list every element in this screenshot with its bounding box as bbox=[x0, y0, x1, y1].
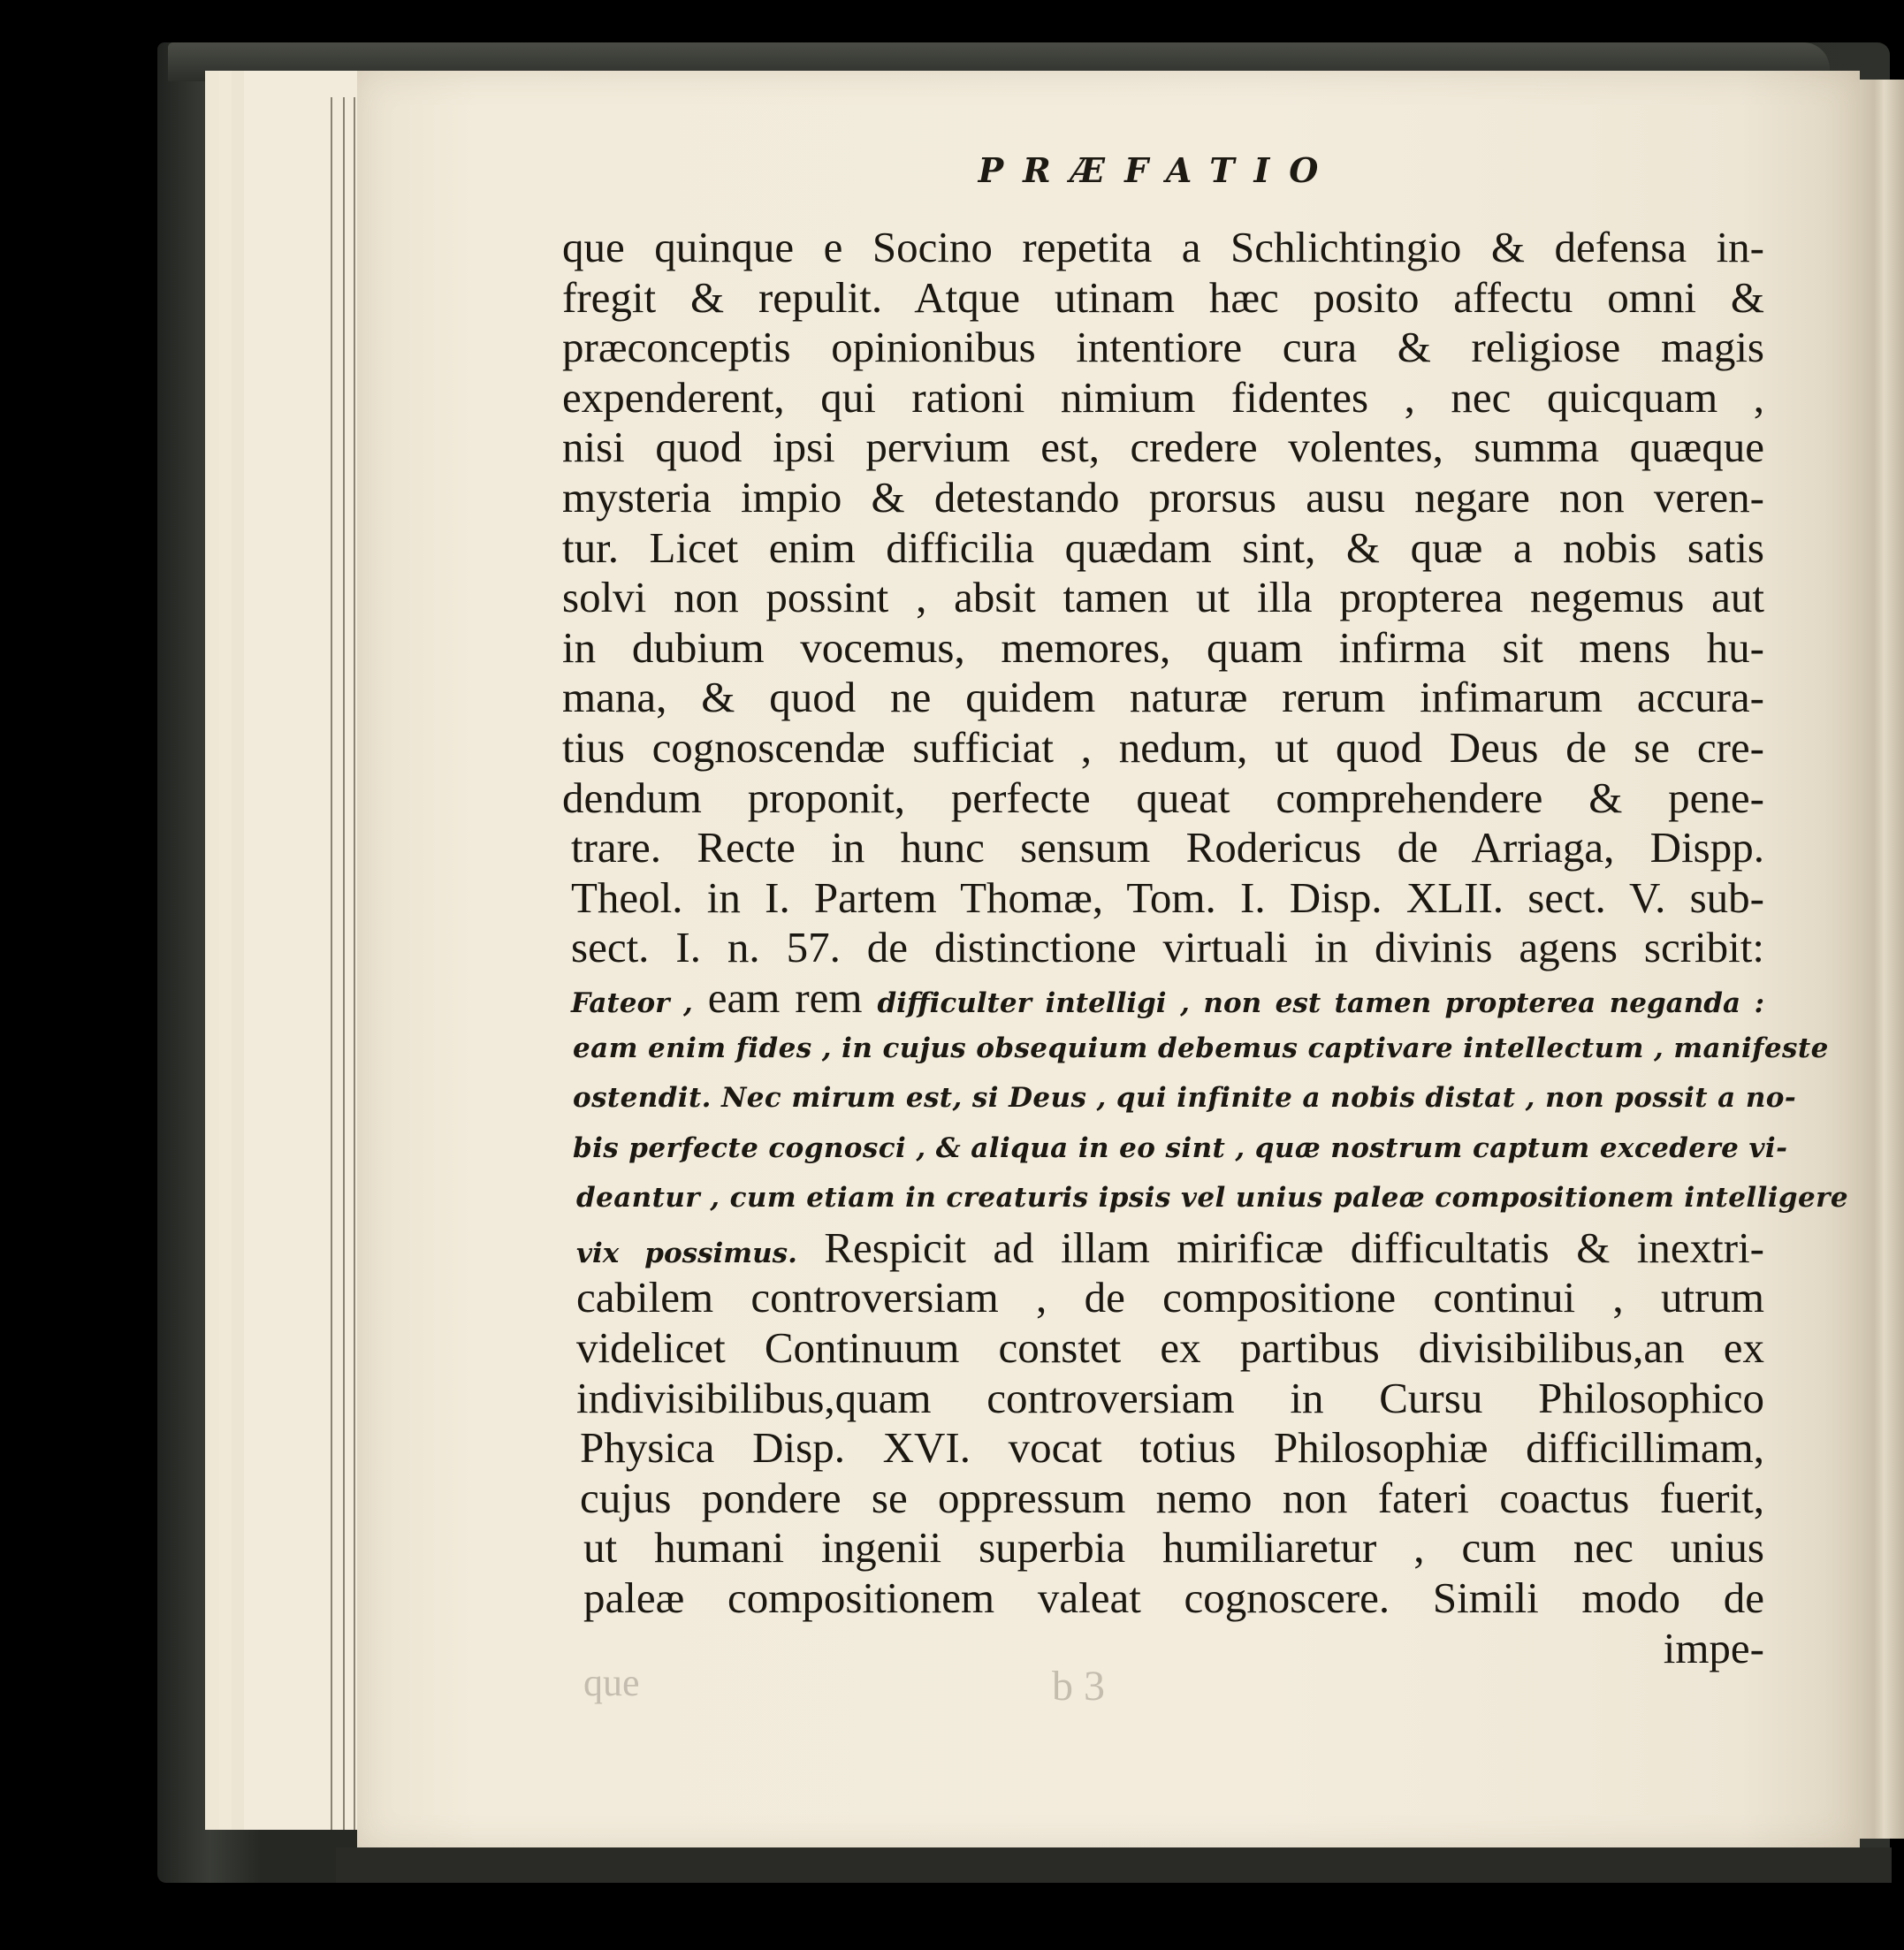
text-line: paleæ compositionem valeat cognoscere. Simili modo de bbox=[583, 1573, 1764, 1623]
roman-run: eam rem bbox=[707, 972, 863, 1022]
text-line: trare. Recte in hunc sensum Rodericus de Arriaga, Dispp. bbox=[571, 823, 1764, 872]
page-fold-line bbox=[331, 97, 332, 1830]
text-line: dendum proponit, perfecte queat comprehendere & pene- bbox=[562, 773, 1764, 822]
text-line-italic: ostendit. Nec mirum est, si Deus , qui infinite a nobis distat , non possit a no- bbox=[573, 1082, 1797, 1115]
italic-run: Fateor , bbox=[571, 986, 693, 1019]
italic-run: difficulter intelligi , non est tamen propterea neganda : bbox=[877, 986, 1765, 1019]
text-line: cujus pondere se oppressum nemo non fateri coactus fuerit, bbox=[580, 1473, 1764, 1522]
catchword: impe- bbox=[1663, 1623, 1764, 1672]
text-line: cabilem controversiam , de compositione continui , utrum bbox=[576, 1273, 1764, 1322]
page-fold-line bbox=[343, 97, 345, 1830]
text-line: nisi quod ipsi pervium est, credere volentes, summa quæque bbox=[562, 423, 1764, 472]
text-line: solvi non possint , absit tamen ut illa propterea negemus aut bbox=[562, 573, 1764, 622]
body-text bbox=[562, 223, 1848, 1673]
text-line-mixed bbox=[576, 1223, 1764, 1274]
text-line: mana, & quod ne quidem naturæ rerum infimarum accura- bbox=[562, 673, 1764, 722]
text-line: indivisibilibus,quam controversiam in Cursu Philosophico bbox=[576, 1373, 1764, 1422]
showthrough-text: que bbox=[583, 1661, 640, 1704]
text-line: præconceptis opinionibus intentiore cura & religiose magis bbox=[562, 323, 1764, 372]
text-line: in dubium vocemus, memores, quam infirma sit mens hu- bbox=[562, 622, 1764, 672]
text-line-italic: bis perfecte cognosci , & aliqua in eo sint , quæ nostrum captum excedere vi- bbox=[573, 1131, 1788, 1164]
text-line: mysteria impio & detestando prorsus ausu negare non veren- bbox=[562, 472, 1764, 522]
page-fold-line bbox=[354, 97, 355, 1830]
text-line: videlicet Continuum constet ex partibus divisibilibus,an ex bbox=[576, 1323, 1764, 1373]
italic-run: vix possimus. bbox=[576, 1237, 797, 1269]
cover-bottom-edge bbox=[336, 1847, 1892, 1883]
text-line: Theol. in I. Partem Thomæ, Tom. I. Disp. XLII. sect. V. sub- bbox=[571, 872, 1764, 922]
text-line: ut humani ingenii superbia humiliaretur , cum nec unius bbox=[583, 1523, 1764, 1573]
text-line: que quinque e Socino repetita a Schlichtingio & defensa in- bbox=[562, 223, 1764, 271]
text-line: expenderent, qui rationi nimium fidentes , nec quicquam , bbox=[562, 372, 1764, 422]
text-line: Physica Disp. XVI. vocat totius Philosophiæ difficillimam, bbox=[580, 1423, 1764, 1473]
text-line: tur. Licet enim difficilia quædam sint, & quæ a nobis satis bbox=[562, 522, 1764, 572]
text-line: tius cognoscendæ sufficiat , nedum, ut quod Deus de se cre- bbox=[562, 722, 1764, 772]
text-line-italic: deantur , cum etiam in creaturis ipsis vel unius paleæ compositionem intelligere bbox=[576, 1182, 1848, 1215]
running-head: PRÆFATIO bbox=[978, 150, 1338, 190]
right-page-edges bbox=[1854, 80, 1904, 1839]
text-line: sect. I. n. 57. de distinctione virtuali in divinis agens scribit: bbox=[571, 923, 1764, 972]
text-line-italic: eam enim fides , in cujus obsequium debemus captivare intellectum , manifeste bbox=[573, 1032, 1829, 1064]
text-line-mixed bbox=[571, 973, 1764, 1024]
text-line: fregit & repulit. Atque utinam hæc posito affectu omni & bbox=[562, 272, 1764, 322]
showthrough-signature: b 3 bbox=[1052, 1663, 1105, 1710]
roman-run: Respicit ad illam mirificæ difficultatis & inextri- bbox=[824, 1223, 1765, 1272]
